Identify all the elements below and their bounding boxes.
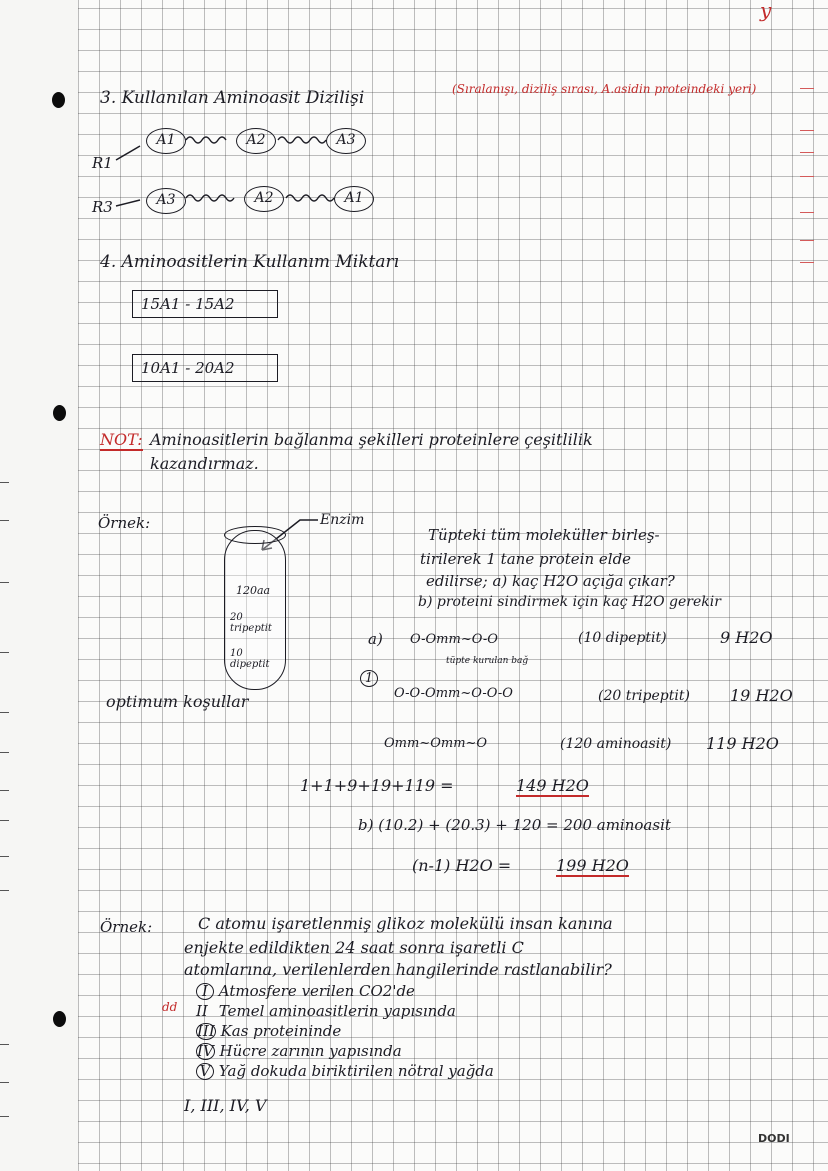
row3-result: 119 H2O xyxy=(706,734,779,753)
answer: I, III, IV, V xyxy=(184,1096,267,1115)
section4-title: 4. Aminoasitlerin Kullanım Miktarı xyxy=(100,252,400,272)
row3-chain: Omm~Omm~O xyxy=(384,736,488,751)
margin-tick xyxy=(0,1116,9,1117)
margin-mark: dd xyxy=(162,1000,178,1014)
margin-tick xyxy=(0,712,9,713)
question-line-1: Tüpteki tüm moleküller birleş- xyxy=(428,526,660,544)
formula-result: 199 H2O xyxy=(556,856,629,875)
row2-result: 19 H2O xyxy=(730,686,793,705)
section3-note: (Sıralanışı, diziliş sırası, A.asidin proteindeki yeri) xyxy=(452,82,757,96)
option-text: Temel aminoasitlerin yapısında xyxy=(218,1002,456,1020)
test-tube-mouth xyxy=(224,526,286,544)
section3-title: 3. Kullanılan Aminoasit Dizilişi xyxy=(100,88,365,108)
question-line-4: b) proteini sindirmek için kaç H2O gerekir xyxy=(418,594,721,610)
option-text: Atmosfere verilen CO2'de xyxy=(218,982,415,1000)
chain1-aa-2: A2 xyxy=(236,128,276,154)
option-number: I xyxy=(196,983,214,1000)
option-text: Hücre zarının yapısında xyxy=(219,1042,402,1060)
r3-label: R3 xyxy=(92,198,113,216)
note-line-2: kazandırmaz. xyxy=(150,454,259,473)
example2-question-2: enjekte edildikten 24 saat sonra işaretli C xyxy=(184,938,524,957)
margin-tick xyxy=(0,652,9,653)
tube-content-1: 120aa xyxy=(236,584,271,597)
tube-content-3: 10 dipeptit xyxy=(230,648,270,670)
margin-tick xyxy=(0,790,9,791)
example1-label: Örnek: xyxy=(98,514,151,532)
margin-tick xyxy=(0,1082,9,1083)
option-text: Kas proteininde xyxy=(220,1022,342,1040)
question-line-2: tirilerek 1 tane protein elde xyxy=(420,550,632,568)
option-4 xyxy=(196,1042,402,1060)
note-line-1: Aminoasitlerin bağlanma şekilleri proteinlere çeşitlilik xyxy=(150,430,593,449)
margin-tick xyxy=(0,820,9,821)
bond-note: tüpte kurulan bağ xyxy=(446,656,529,666)
option-3 xyxy=(196,1022,341,1040)
option-number: II xyxy=(196,1002,208,1020)
enzyme-label: Enzim xyxy=(320,512,365,528)
option-number: V xyxy=(196,1063,214,1080)
row3-note: (120 aminoasit) xyxy=(560,736,672,752)
sum-line: 1+1+9+19+119 = xyxy=(300,776,454,795)
chain2-aa-1: A3 xyxy=(146,188,186,214)
option-5 xyxy=(196,1062,494,1080)
margin-tick xyxy=(0,752,9,753)
example2-label: Örnek: xyxy=(100,918,153,936)
binder-hole xyxy=(53,1011,66,1027)
sum-result: 149 H2O xyxy=(516,776,589,795)
corner-mark: y xyxy=(760,0,772,22)
chain2-aa-2: A2 xyxy=(244,186,284,212)
row2-chain: O-O-Omm~O-O-O xyxy=(394,686,513,701)
chain1-aa-1: A1 xyxy=(146,128,186,154)
row1-result: 9 H2O xyxy=(720,628,773,647)
option-2 xyxy=(196,1002,456,1020)
conditions-label: optimum koşullar xyxy=(106,692,249,711)
example2-question-3: atomlarına, verilenlerden hangilerinde rastlanabilir? xyxy=(184,960,612,979)
option-1 xyxy=(196,982,415,1000)
row1-note: (10 dipeptit) xyxy=(578,630,667,646)
example2-question-1: C atomu işaretlenmiş glikoz molekülü insan kanına xyxy=(198,914,613,933)
margin-tick xyxy=(0,890,9,891)
marker-1 xyxy=(360,670,378,687)
margin-tick xyxy=(0,1044,9,1045)
option-text: Yağ dokuda biriktirilen nötral yağda xyxy=(218,1062,494,1080)
part-a-label: a) xyxy=(368,630,383,648)
amount-box-1: 15A1 - 15A2 xyxy=(132,290,278,318)
part-b: b) (10.2) + (20.3) + 120 = 200 aminoasit xyxy=(358,816,671,834)
brand-mark: DODI xyxy=(758,1132,790,1145)
note-label: NOT: xyxy=(100,430,143,449)
chain1-aa-3: A3 xyxy=(326,128,366,154)
chain2-aa-3: A1 xyxy=(334,186,374,212)
option-number: IV xyxy=(197,1042,214,1060)
r1-label: R1 xyxy=(92,154,113,172)
row2-note: (20 tripeptit) xyxy=(598,688,690,704)
option-number: III xyxy=(197,1022,215,1040)
tube-content-2: 20 tripeptit xyxy=(230,612,272,634)
amount-box-2: 10A1 - 20A2 xyxy=(132,354,278,382)
question-line-3: edilirse; a) kaç H2O açığa çıkar? xyxy=(426,572,675,590)
formula: (n-1) H2O = xyxy=(412,856,512,875)
circled-number: 1 xyxy=(360,670,378,687)
row1-chain: O-Omm~O-O xyxy=(410,632,498,647)
margin-tick xyxy=(0,856,9,857)
